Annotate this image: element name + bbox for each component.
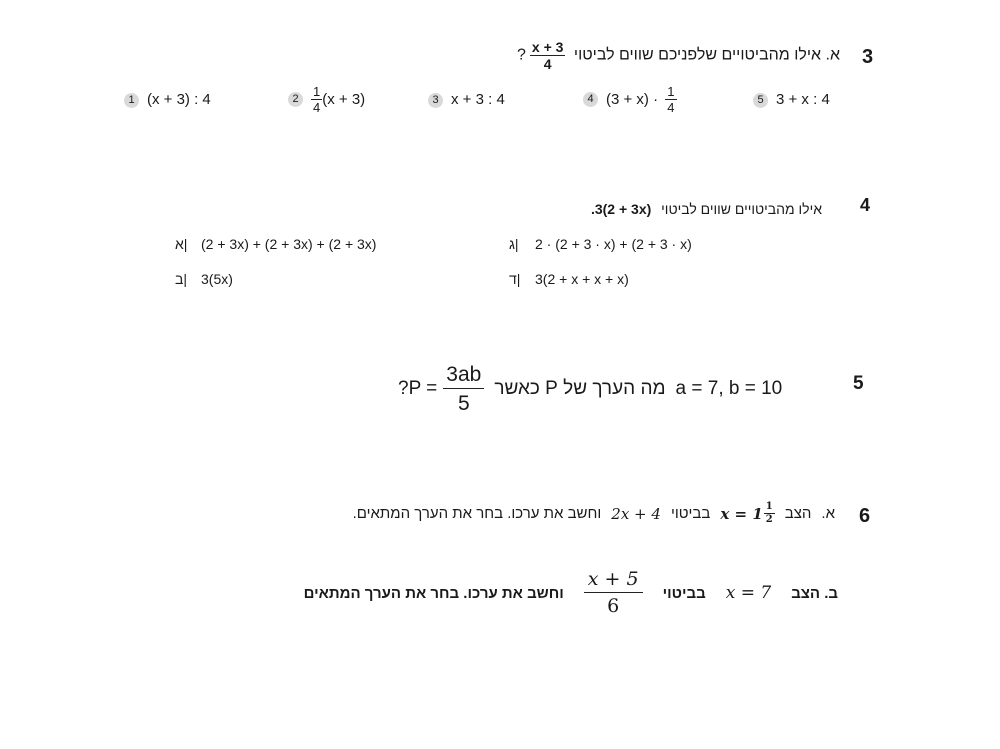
q6a-label: א.	[821, 505, 835, 522]
q3-question-mark: ?	[517, 46, 526, 64]
q4-prompt-text: אילו מהביטויים שווים לביטוי	[661, 201, 822, 217]
q3-option-3[interactable]	[428, 91, 505, 108]
option-label: ד|	[509, 271, 521, 287]
q6-part-a	[353, 502, 835, 525]
q6a-in-expression: בביטוי	[670, 505, 711, 522]
q6b-instruction: וחשב את ערכו. בחר את הערך המתאים	[303, 584, 564, 602]
q6b-fraction	[584, 570, 643, 616]
fraction-denominator: 4	[667, 100, 675, 115]
q6b-fraction-denominator: 6	[607, 595, 620, 617]
q5-prompt-text: מה הערך של P כאשר	[494, 378, 666, 399]
fraction-numerator: 1	[765, 501, 773, 512]
option-badge: 4	[583, 92, 598, 107]
option-text: 2 · (2 + 3 · x) + (2 + 3 · x)	[535, 236, 692, 252]
q5-lhs: ?P =	[398, 378, 438, 399]
q4-option-d[interactable]	[509, 271, 629, 287]
fraction-denominator: 4	[313, 100, 321, 115]
option-badge: 3	[428, 93, 443, 108]
q4-option-a[interactable]	[175, 236, 376, 252]
q6a-place-word: הצב	[784, 505, 812, 522]
q5-fraction	[443, 364, 484, 414]
fraction-denominator: 2	[765, 514, 773, 525]
q3-fraction-denominator: 4	[543, 56, 552, 72]
q6a-x-value	[720, 502, 774, 525]
option-text: 3(5x)	[201, 271, 233, 287]
q4-option-c[interactable]	[509, 236, 692, 252]
q5-given-values: a = 7, b = 10	[675, 378, 783, 399]
option-badge: 1	[124, 93, 139, 108]
q4-option-b[interactable]	[175, 271, 233, 287]
fraction-numerator: 1	[313, 84, 321, 99]
q4-expression: .3(2 + 3x)	[590, 201, 652, 217]
q3-option-5[interactable]	[753, 91, 830, 108]
option-text: 3(2 + x + x + x)	[535, 271, 629, 287]
option-text: x + 3 : 4	[451, 91, 505, 108]
option-fraction	[311, 85, 322, 114]
q4-prompt	[591, 201, 822, 217]
q5-fraction-denominator: 5	[457, 392, 470, 415]
question-number-6: 6	[859, 505, 871, 527]
option-label: א|	[175, 236, 188, 252]
option-text: 3 + x : 4	[776, 91, 830, 108]
q3-option-1[interactable]	[124, 91, 211, 108]
q3-option-4[interactable]	[583, 85, 677, 114]
option-label: ג|	[509, 236, 519, 252]
q6a-expression: 2x + 4	[611, 504, 661, 523]
option-text: (2 + 3x) + (2 + 3x) + (2 + 3x)	[201, 236, 377, 252]
option-label: ב|	[175, 271, 188, 287]
q3-option-2[interactable]	[288, 85, 365, 114]
option-badge: 2	[288, 92, 303, 107]
q3-prompt	[517, 40, 840, 71]
q6a-instruction: וחשב את ערכו. בחר את הערך המתאים.	[352, 505, 602, 522]
option-text: (x + 3)	[322, 91, 366, 108]
q6a-x-equation: x = 1	[720, 504, 763, 523]
option-text: (3 + x) ·	[606, 91, 663, 108]
question-number-5: 5	[853, 373, 864, 394]
option-badge: 5	[753, 93, 768, 108]
q6b-in-expression: בביטוי	[662, 584, 706, 602]
question-number-4: 4	[860, 195, 871, 215]
q3-expression-fraction	[530, 40, 566, 71]
q6b-fraction-numerator: x + 5	[584, 570, 643, 593]
q6b-label: ב. הצב	[791, 584, 838, 602]
q6b-x-value: x = 7	[725, 583, 772, 603]
option-fraction	[665, 85, 676, 114]
q5-fraction-numerator: 3ab	[443, 364, 484, 389]
question-number-3: 3	[862, 46, 874, 68]
fraction-numerator: 1	[667, 84, 675, 99]
q3-prompt-text: א. אילו מהביטויים שלפניכם שווים לביטוי	[573, 46, 840, 64]
q3-fraction-numerator: x + 3	[531, 39, 564, 55]
q5-prompt	[398, 364, 782, 414]
q6a-x-fraction	[764, 502, 775, 525]
q6-part-b	[304, 570, 838, 616]
option-text: (x + 3) : 4	[147, 91, 211, 108]
